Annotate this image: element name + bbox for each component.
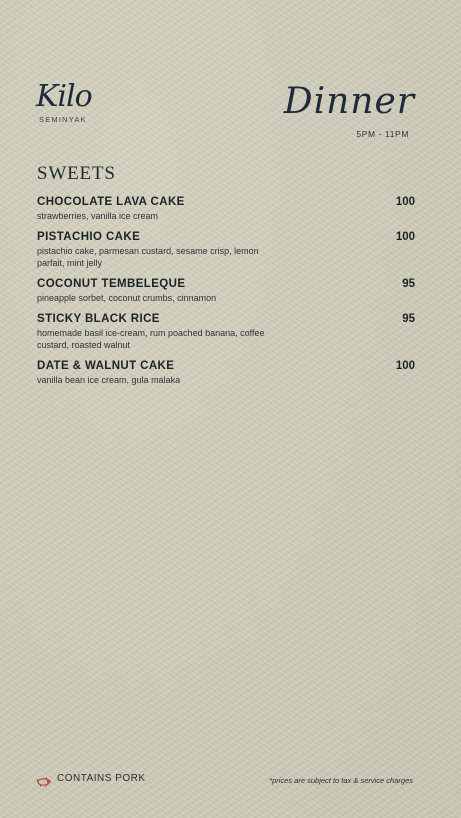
item-name: COCONUT TEMBELEQUE	[37, 278, 186, 290]
pig-icon	[36, 774, 51, 784]
menu-item	[37, 360, 416, 386]
item-name: STICKY BLACK RICE	[37, 313, 160, 325]
menu-title: Dinner	[283, 81, 415, 122]
item-description: homemade basil ice-cream, rum poached banana, coffee custard, roasted walnut	[37, 328, 265, 350]
logo-script-text: Kilo	[36, 79, 92, 114]
item-description: pistachio cake, parmesan custard, sesame crisp, lemon parfait, mint jelly	[37, 246, 259, 268]
pork-label: CONTAINS PORK	[57, 773, 146, 784]
item-name: PISTACHIO CAKE	[37, 231, 141, 243]
item-price: 100	[395, 360, 415, 372]
menu-item	[37, 231, 416, 269]
item-price: 95	[402, 278, 415, 290]
tax-note: *prices are subject to tax & service charges	[269, 776, 413, 785]
item-name: DATE & WALNUT CAKE	[37, 360, 175, 372]
menu-list	[37, 196, 416, 395]
item-description: pineapple sorbet, coconut crumbs, cinnamon	[37, 293, 217, 303]
menu-item	[37, 196, 416, 222]
item-description: strawberries, vanilla ice cream	[37, 211, 159, 221]
item-price: 100	[395, 196, 415, 208]
service-hours: 5PM - 11PM	[356, 129, 409, 139]
brand-logo	[36, 79, 96, 124]
menu-item	[37, 278, 416, 304]
item-description: vanilla bean ice cream, gula malaka	[37, 375, 181, 385]
logo-location: SEMINYAK	[39, 115, 87, 124]
menu-item	[37, 313, 416, 351]
item-price: 100	[395, 231, 415, 243]
item-price: 95	[402, 313, 415, 325]
item-name: CHOCOLATE LAVA CAKE	[37, 196, 185, 208]
section-title: SWEETS	[37, 163, 116, 184]
pork-legend	[36, 773, 146, 784]
